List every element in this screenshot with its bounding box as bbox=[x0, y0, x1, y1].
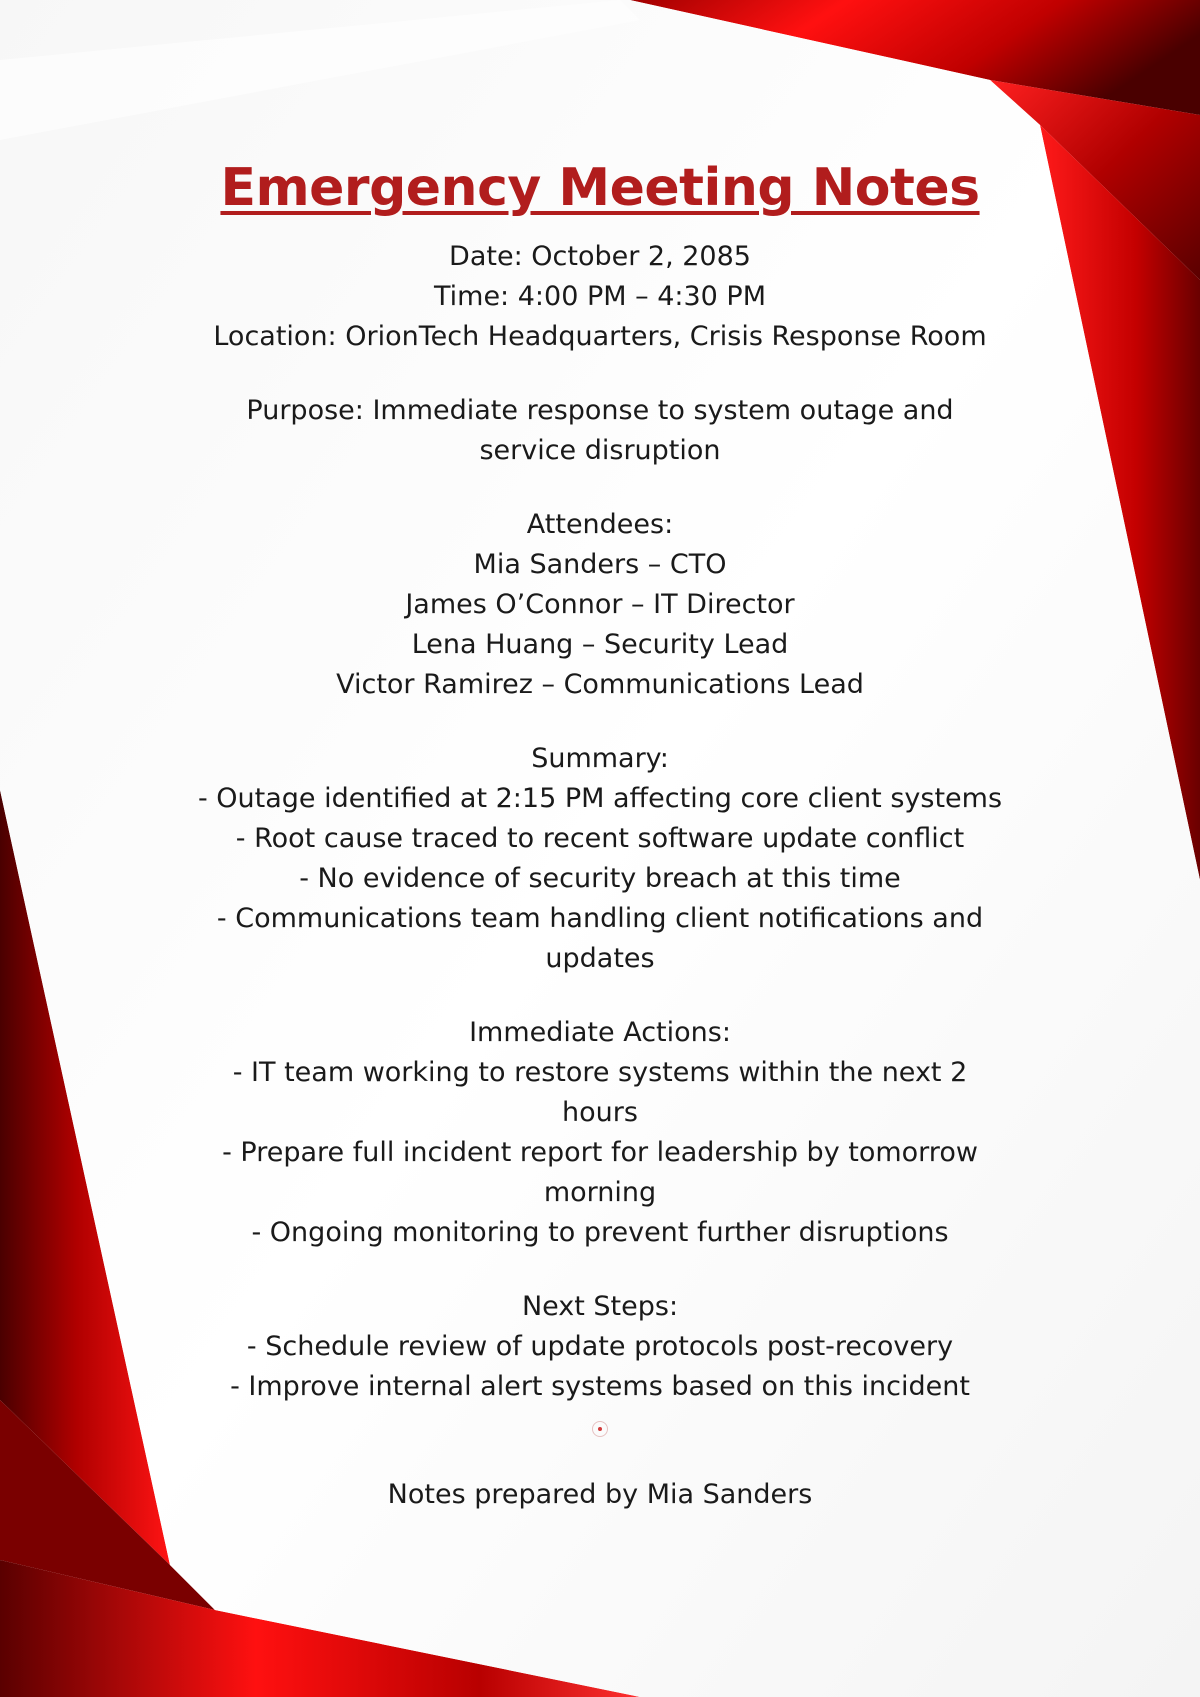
summary-item: - Root cause traced to recent software update conflict bbox=[235, 823, 965, 855]
summary-item: updates bbox=[545, 943, 655, 975]
meeting-time: Time: 4:00 PM – 4:30 PM bbox=[433, 281, 766, 313]
attendees-heading: Attendees: bbox=[526, 509, 674, 541]
meeting-date: Date: October 2, 2085 bbox=[449, 241, 751, 273]
action-item: hours bbox=[562, 1097, 638, 1129]
next-step-item: - Schedule review of update protocols post-recovery bbox=[246, 1331, 954, 1363]
next-step-item: - Improve internal alert systems based on this incident bbox=[230, 1371, 970, 1403]
action-item: - Prepare full incident report for leadership by tomorrow bbox=[222, 1137, 978, 1169]
purpose-line-1: Purpose: Immediate response to system outage and bbox=[246, 395, 954, 427]
action-item: morning bbox=[543, 1177, 657, 1209]
attendee-item: James O’Connor – IT Director bbox=[405, 589, 795, 621]
summary-item: - Outage identified at 2:15 PM affecting core client systems bbox=[197, 783, 1003, 815]
decorative-dot-icon bbox=[592, 1421, 608, 1437]
summary-heading: Summary: bbox=[531, 743, 669, 775]
document-title: Emergency Meeting Notes bbox=[220, 158, 980, 218]
action-item: - Ongoing monitoring to prevent further disruptions bbox=[251, 1217, 949, 1249]
next-steps-heading: Next Steps: bbox=[521, 1291, 679, 1323]
purpose-line-2: service disruption bbox=[479, 435, 721, 467]
prepared-by: Notes prepared by Mia Sanders bbox=[387, 1479, 813, 1511]
meeting-location: Location: OrionTech Headquarters, Crisis Response Room bbox=[213, 321, 987, 353]
summary-item: - No evidence of security breach at this time bbox=[299, 863, 901, 895]
attendee-item: Mia Sanders – CTO bbox=[473, 549, 727, 581]
action-item: - IT team working to restore systems within the next 2 bbox=[232, 1057, 968, 1089]
actions-heading: Immediate Actions: bbox=[469, 1017, 731, 1049]
attendee-item: Victor Ramirez – Communications Lead bbox=[336, 669, 864, 701]
meeting-notes bbox=[150, 160, 1050, 1515]
summary-item: - Communications team handling client notifications and bbox=[216, 903, 984, 935]
attendee-item: Lena Huang – Security Lead bbox=[411, 629, 789, 661]
